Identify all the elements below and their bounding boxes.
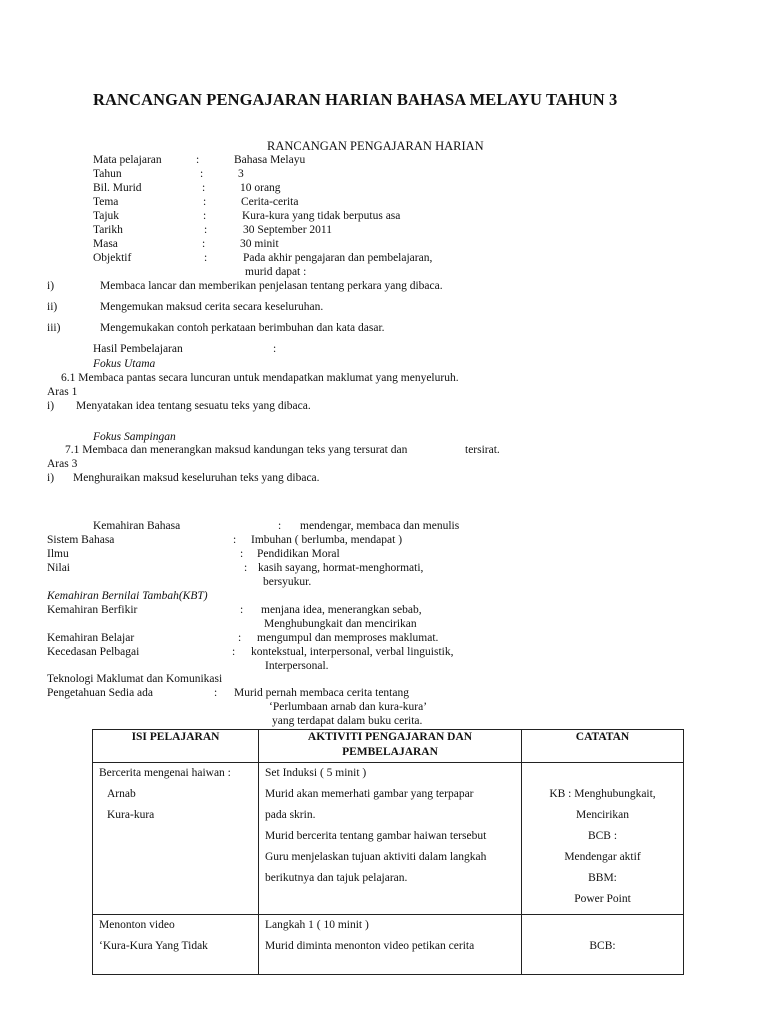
cell-text: Menonton video [99, 919, 175, 931]
field-colon: : [202, 182, 206, 194]
cell-isi [93, 763, 259, 915]
table-row [93, 915, 684, 975]
field-label: Tahun [93, 168, 122, 180]
standard-line: 7.1 Membaca dan menerangkan maksud kandungan teks yang tersurat dan [65, 444, 408, 456]
document-title: RANCANGAN PENGAJARAN HARIAN BAHASA MELAYU TAHUN 3 [93, 90, 618, 109]
field-value: Cerita-cerita [241, 196, 299, 208]
section-label: Hasil Pembelajaran [93, 343, 183, 355]
field-label: Tajuk [93, 210, 120, 222]
cell-text: Murid diminta menonton video petikan cerita [265, 940, 475, 952]
cell-text: Guru menjelaskan tujuan aktiviti dalam langkah [265, 851, 487, 863]
field-value: kasih sayang, hormat-menghormati, [258, 562, 424, 574]
header-aktiviti [259, 730, 522, 763]
cell-text: KB : Menghubungkait, [549, 788, 656, 800]
list-item: Mengemukan maksud cerita secara keseluruhan. [100, 301, 324, 313]
field-colon: : [214, 687, 218, 699]
field-label: Kecedasan Pelbagai [47, 646, 140, 658]
field-value: Pada akhir pengajaran dan pembelajaran, [243, 252, 433, 264]
field-label: Sistem Bahasa [47, 534, 115, 546]
field-colon: : [200, 168, 204, 180]
field-colon: : [240, 548, 244, 560]
cell-text: Set Induksi ( 5 minit ) [265, 767, 367, 779]
cell-text: BCB: [589, 940, 616, 952]
lesson-table [92, 729, 684, 975]
cell-text: Murid akan memerhati gambar yang terpapar [265, 788, 474, 800]
cell-catatan [522, 915, 684, 975]
cell-text: Power Point [574, 893, 631, 905]
field-value: Pendidikan Moral [257, 548, 340, 560]
list-number: i) [47, 400, 55, 412]
field-colon: : [204, 252, 208, 264]
field-label: Nilai [47, 562, 70, 574]
field-colon: : [202, 238, 206, 250]
field-value: kontekstual, interpersonal, verbal linguistik, [251, 646, 454, 658]
field-value: mendengar, membaca dan menulis [300, 520, 460, 532]
cell-isi [93, 915, 259, 975]
field-value: 30 minit [240, 238, 279, 250]
field-label: Ilmu [47, 548, 69, 560]
list-number: i) [47, 472, 55, 484]
field-colon: : [233, 534, 237, 546]
field-value: Interpersonal. [265, 660, 329, 672]
kbt-heading: Kemahiran Bernilai Tambah(KBT) [47, 590, 208, 602]
cell-text: Langkah 1 ( 10 minit ) [265, 919, 369, 931]
cell-text: Bercerita mengenai haiwan : [99, 767, 231, 779]
list-number: i) [47, 280, 55, 292]
field-value: bersyukur. [263, 576, 312, 588]
field-colon: : [240, 604, 244, 616]
field-label: Pengetahuan Sedia ada [47, 687, 154, 699]
field-value: Menghubungkait dan mencirikan [264, 618, 417, 630]
header-isi: ISI PELAJARAN [93, 730, 259, 763]
field-colon: : [278, 520, 282, 532]
field-value: yang terdapat dalam buku cerita. [272, 715, 423, 727]
cell-text: BBM: [588, 872, 617, 884]
cell-text: Arnab [107, 788, 136, 800]
focus-heading: Fokus Utama [93, 358, 156, 370]
header-aktiviti-line2: PEMBELAJARAN [342, 746, 438, 758]
level-label: Aras 1 [47, 386, 78, 398]
standard-line-tail: tersirat. [465, 444, 500, 456]
section-title: RANCANGAN PENGAJARAN HARIAN [267, 139, 484, 153]
standard-line: 6.1 Membaca pantas secara luncuran untuk mendapatkan maklumat yang menyeluruh. [61, 372, 459, 384]
cell-text: Mencirikan [575, 809, 629, 821]
field-colon: : [203, 196, 207, 208]
cell-text: berikutnya dan tajuk pelajaran. [265, 872, 408, 884]
cell-text: pada skrin. [265, 809, 316, 821]
field-value: murid dapat : [245, 266, 307, 278]
field-value: Bahasa Melayu [234, 154, 306, 166]
field-colon: : [244, 562, 248, 574]
table-header-row [93, 730, 684, 763]
field-label: Kemahiran Belajar [47, 632, 135, 644]
cell-aktiviti [259, 763, 522, 915]
field-colon: : [238, 632, 242, 644]
field-label: Bil. Murid [93, 182, 142, 194]
header-aktiviti-line1: AKTIVITI PENGAJARAN DAN [307, 731, 473, 743]
field-label: Kemahiran Berfikir [47, 604, 138, 616]
header-catatan: CATATAN [522, 730, 684, 763]
field-value: 3 [238, 168, 244, 180]
list-item: Mengemukakan contoh perkataan berimbuhan dan kata dasar. [100, 322, 385, 334]
list-item: Menghuraikan maksud keseluruhan teks yang dibaca. [73, 472, 320, 484]
field-colon: : [273, 343, 277, 355]
cell-text: Kura-kura [107, 809, 155, 821]
field-label: Kemahiran Bahasa [93, 520, 181, 532]
level-label: Aras 3 [47, 458, 78, 470]
field-label: Masa [93, 238, 118, 250]
field-value: 30 September 2011 [243, 224, 333, 236]
list-item: Menyatakan idea tentang sesuatu teks yang dibaca. [76, 400, 311, 412]
field-label: Tema [93, 196, 119, 208]
field-value: ‘Perlumbaan arnab dan kura-kura’ [269, 701, 428, 713]
cell-text: Murid bercerita tentang gambar haiwan tersebut [265, 830, 487, 842]
field-value: mengumpul dan memproses maklumat. [257, 632, 439, 644]
field-value: menjana idea, menerangkan sebab, [261, 604, 422, 616]
cell-catatan [522, 763, 684, 915]
cell-text: BCB : [587, 830, 618, 842]
field-value: Imbuhan ( berlumba, mendapat ) [251, 534, 403, 546]
field-value: 10 orang [240, 182, 281, 194]
list-number: ii) [47, 301, 58, 313]
field-colon: : [204, 224, 208, 236]
list-item: Membaca lancar dan memberikan penjelasan tentang perkara yang dibaca. [100, 280, 443, 292]
field-label: Tarikh [93, 224, 123, 236]
cell-text: Mendengar aktif [564, 851, 641, 863]
field-label: Mata pelajaran [93, 154, 162, 166]
table-row [93, 763, 684, 915]
field-value: Murid pernah membaca cerita tentang [234, 687, 409, 699]
field-colon: : [203, 210, 207, 222]
cell-text: ‘Kura-Kura Yang Tidak [99, 940, 208, 952]
cell-aktiviti [259, 915, 522, 975]
field-colon: : [232, 646, 236, 658]
field-label: Teknologi Maklumat dan Komunikasi [47, 673, 223, 685]
field-label: Objektif [93, 252, 132, 264]
list-number: iii) [47, 322, 61, 334]
focus-heading: Fokus Sampingan [93, 431, 176, 443]
field-value: Kura-kura yang tidak berputus asa [242, 210, 401, 222]
field-colon: : [196, 154, 200, 166]
